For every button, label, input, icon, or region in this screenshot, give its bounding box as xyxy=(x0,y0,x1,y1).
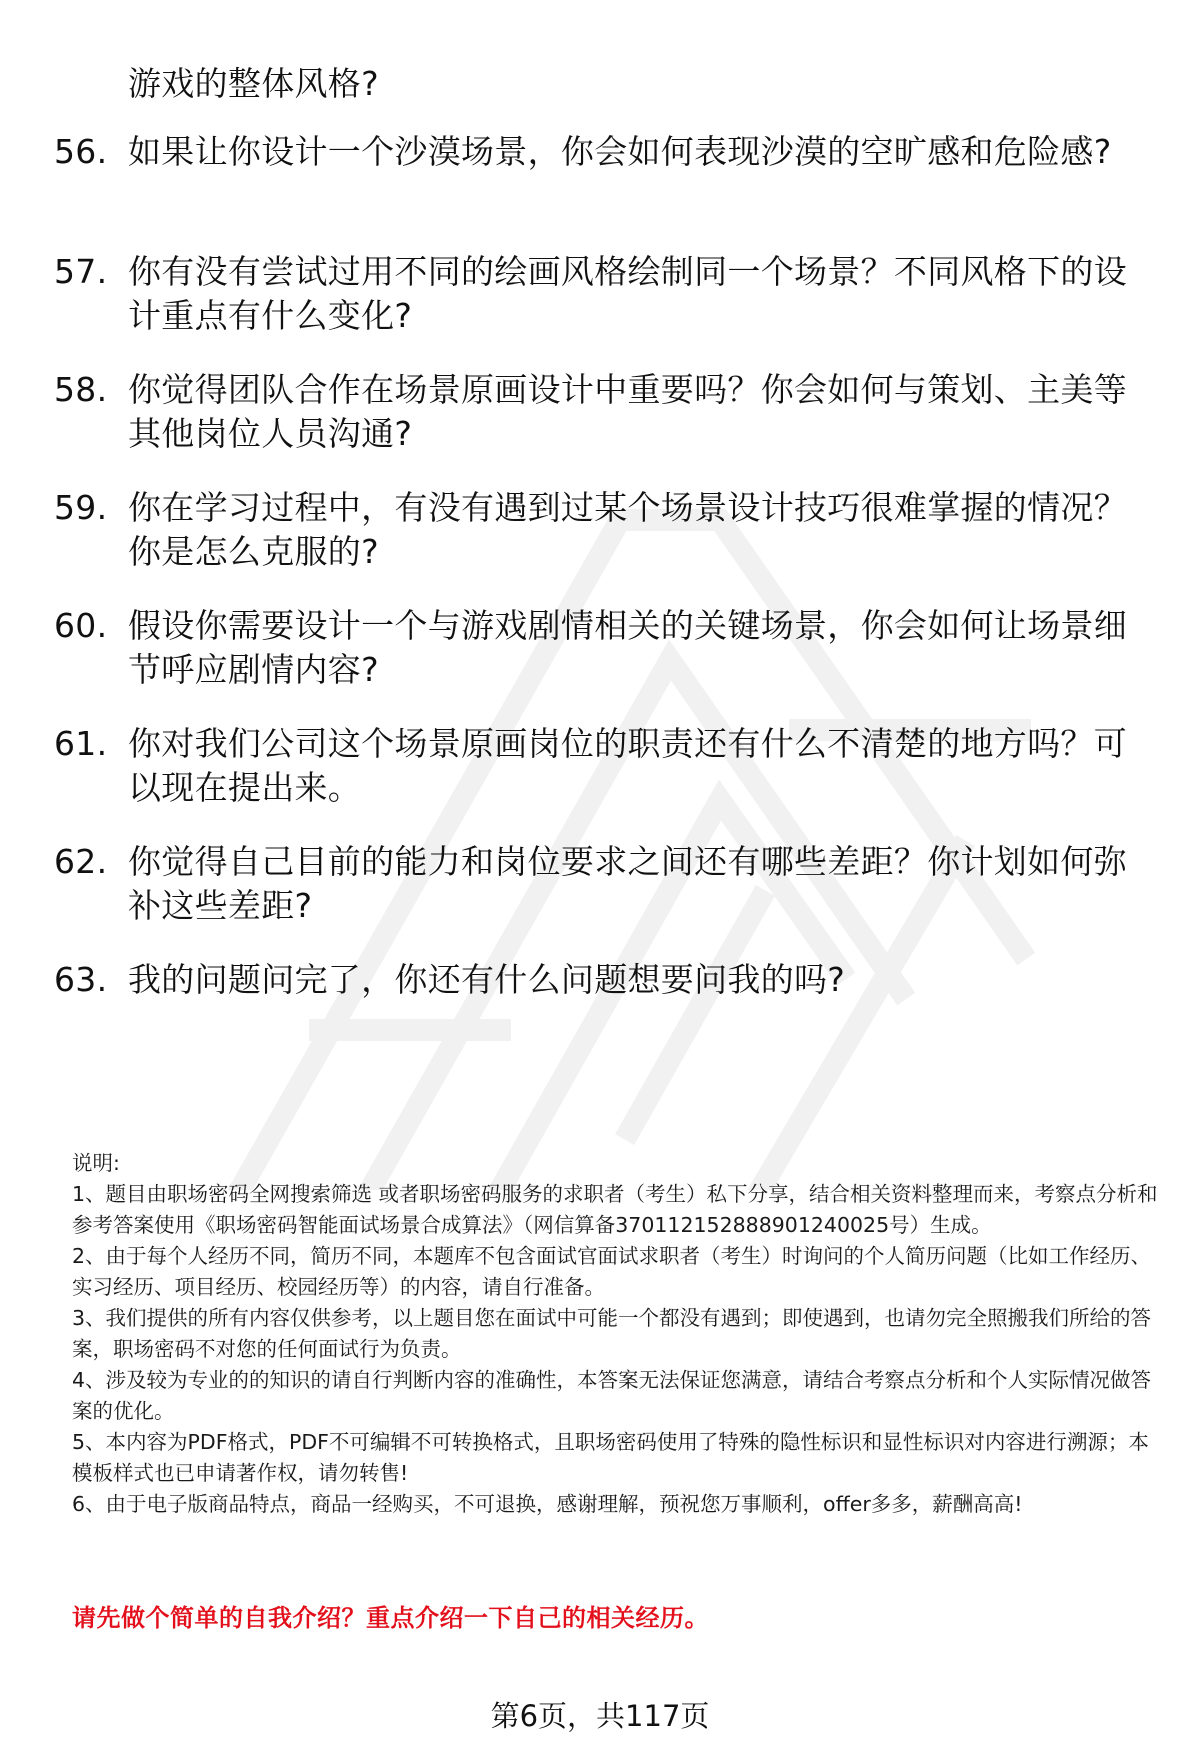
notes-heading: 说明: xyxy=(72,1151,120,1175)
note-item: 4、涉及较为专业的的知识的请自行判断内容的准确性，本答案无法保证您满意，请结合考察点分析和个人实际情况做答案的优化。 xyxy=(72,1368,1152,1423)
question-item xyxy=(54,840,1144,928)
page-number: 第6页，共117页 xyxy=(490,1699,710,1733)
question-number: 58. xyxy=(54,370,108,409)
question-text: 如果让你设计一个沙漠场景，你会如何表现沙漠的空旷感和危险感? xyxy=(128,132,1112,171)
question-item xyxy=(54,604,1144,692)
question-text: 我的问题问完了，你还有什么问题想要问我的吗? xyxy=(128,960,846,999)
question-item xyxy=(54,486,1144,574)
question-number: 63. xyxy=(54,960,108,999)
question-number: 61. xyxy=(54,724,108,763)
question-item xyxy=(54,722,1144,810)
question-item xyxy=(54,130,1144,174)
disclaimer-notes xyxy=(72,1148,1162,1520)
note-item: 6、由于电子版商品特点，商品一经购买，不可退换，感谢理解，预祝您万事顺利，offer多多，薪酬高高! xyxy=(72,1492,1023,1516)
question-text: 你觉得自己目前的能力和岗位要求之间还有哪些差距？你计划如何弥补这些差距? xyxy=(128,842,1127,925)
note-item: 3、我们提供的所有内容仅供参考，以上题目您在面试中可能一个都没有遇到；即使遇到，也请勿完全照搬我们所给的答案，职场密码不对您的任何面试行为负责。 xyxy=(72,1306,1152,1361)
question-item xyxy=(54,958,1144,1002)
question-text: 你对我们公司这个场景原画岗位的职责还有什么不清楚的地方吗？可以现在提出来。 xyxy=(128,724,1127,807)
question-item xyxy=(54,250,1144,338)
question-text: 你在学习过程中，有没有遇到过某个场景设计技巧很难掌握的情况？你是怎么克服的? xyxy=(128,488,1127,571)
note-item: 2、由于每个人经历不同，简历不同，本题库不包含面试官面试求职者（考生）时询问的个人简历问题（比如工作经历、实习经历、项目经历、校园经历等）的内容，请自行准备。 xyxy=(72,1244,1152,1299)
question-number: 57. xyxy=(54,252,108,291)
question-number: 60. xyxy=(54,606,108,645)
highlight-question: 请先做个简单的自我介绍？重点介绍一下自己的相关经历。 xyxy=(72,1604,709,1632)
note-item: 5、本内容为PDF格式，PDF不可编辑不可转换格式，且职场密码使用了特殊的隐性标识和显性标识对内容进行溯源；本模板样式也已申请著作权，请勿转售! xyxy=(72,1430,1149,1485)
note-item: 1、题目由职场密码全网搜索筛选 或者职场密码服务的求职者（考生）私下分享，结合相关资料整理而来，考察点分析和参考答案使用《职场密码智能面试场景合成算法》（网信算备370112152888901240025号）生成。 xyxy=(72,1182,1158,1237)
question-number: 62. xyxy=(54,842,108,881)
question-text: 你有没有尝试过用不同的绘画风格绘制同一个场景？不同风格下的设计重点有什么变化? xyxy=(128,252,1127,335)
question-number: 59. xyxy=(54,488,108,527)
question-text: 你觉得团队合作在场景原画设计中重要吗？你会如何与策划、主美等其他岗位人员沟通? xyxy=(128,370,1127,453)
question-item xyxy=(54,368,1144,456)
question-55-continuation: 游戏的整体风格? xyxy=(128,64,379,103)
question-text: 假设你需要设计一个与游戏剧情相关的关键场景，你会如何让场景细节呼应剧情内容? xyxy=(128,606,1127,689)
question-number: 56. xyxy=(54,132,108,171)
